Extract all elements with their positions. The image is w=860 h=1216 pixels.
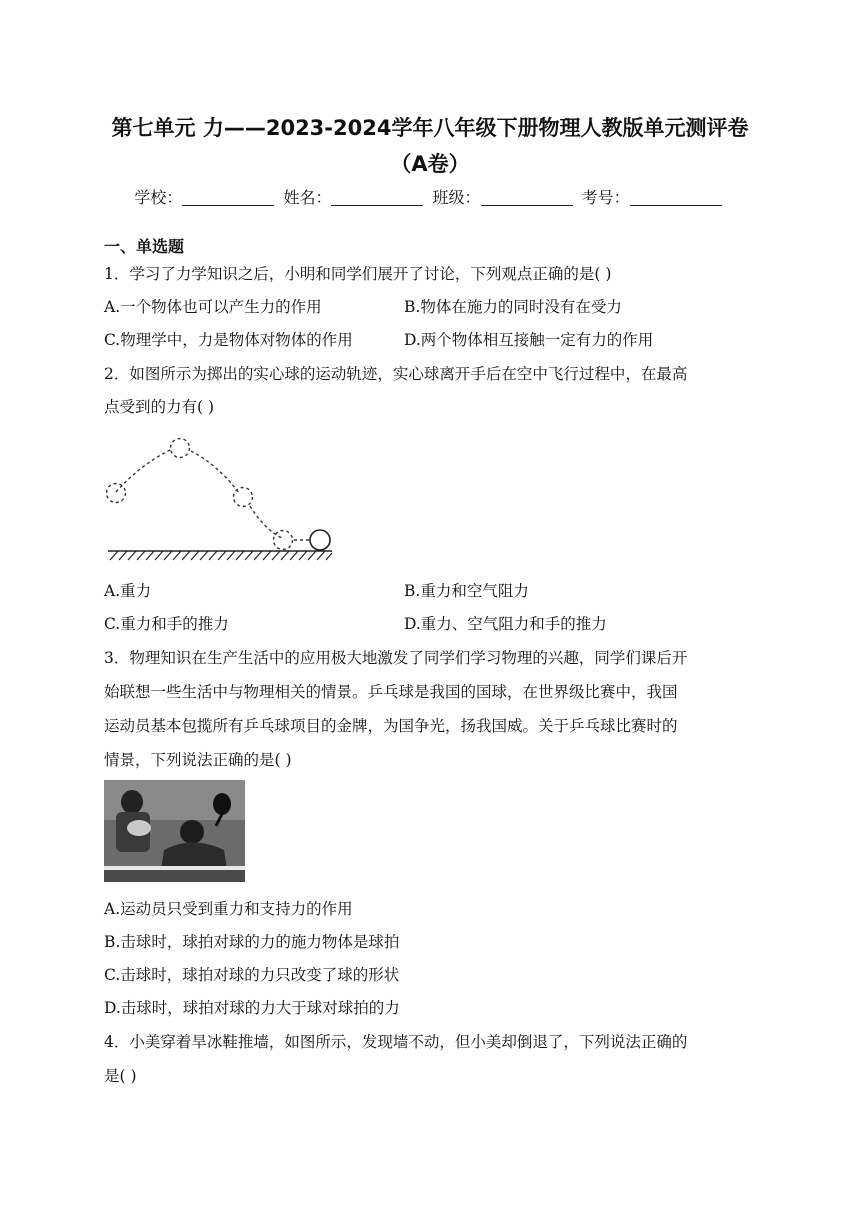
ball-landed	[310, 530, 330, 550]
page-title: 第七单元 力——2023-2024学年八年级下册物理人教版单元测评卷	[111, 116, 749, 140]
section-title: 一、单选题	[104, 237, 185, 256]
name-label: 姓名：	[283, 188, 332, 207]
school-blank	[182, 189, 274, 206]
ball-position-4	[274, 531, 293, 550]
trajectory-path	[116, 450, 170, 492]
class-label: 班级：	[432, 188, 481, 207]
ball-trajectory-figure	[100, 430, 340, 565]
q2-option-c: C.重力和手的推力	[104, 615, 229, 633]
ball-position-1	[107, 484, 126, 503]
q2-option-d: D.重力、空气阻力和手的推力	[404, 615, 607, 633]
page-subtitle: （A卷）	[390, 152, 470, 176]
q4-stem-line1: 4．小美穿着旱冰鞋推墙，如图所示，发现墙不动，但小美却倒退了，下列说法正确的	[104, 1033, 688, 1051]
number-label: 考号：	[581, 188, 630, 207]
q1-option-d: D.两个物体相互接触一定有力的作用	[404, 331, 654, 349]
q3-option-c: C.击球时，球拍对球的力只改变了球的形状	[104, 966, 400, 984]
ground-hatching	[110, 551, 332, 560]
q1-stem: 1．学习了力学知识之后，小明和同学们展开了讨论，下列观点正确的是( )	[104, 265, 612, 283]
table-tennis-photo	[104, 780, 245, 882]
q3-option-b: B.击球时，球拍对球的力的施力物体是球拍	[104, 933, 400, 951]
school-label: 学校：	[134, 188, 183, 207]
ball-position-2	[171, 439, 190, 458]
q1-option-a: A.一个物体也可以产生力的作用	[104, 298, 322, 316]
class-blank	[481, 189, 573, 206]
number-blank	[630, 189, 722, 206]
student-info-row	[0, 185, 860, 208]
q3-stem-line4: 情景，下列说法正确的是( )	[104, 751, 292, 769]
q3-stem-line1: 3．物理知识在生产生活中的应用极大地激发了同学们学习物理的兴趣，同学们课后开	[104, 649, 688, 667]
q1-option-b: B.物体在施力的同时没有在受力	[404, 298, 622, 316]
q4-stem-line2: 是( )	[104, 1067, 137, 1085]
q2-option-a: A.重力	[104, 582, 152, 600]
q3-stem-line3: 运动员基本包揽所有乒乓球项目的金牌，为国争光，扬我国威。关于乒乓球比赛时的	[104, 717, 678, 735]
ball-position-3	[234, 488, 253, 507]
q3-stem-line2: 始联想一些生活中与物理相关的情景。乒乓球是我国的国球，在世界级比赛中，我国	[104, 683, 678, 701]
q3-option-d: D.击球时，球拍对球的力大于球对球拍的力	[104, 999, 400, 1017]
q2-stem-line2: 点受到的力有( )	[104, 398, 215, 416]
name-blank	[331, 189, 423, 206]
q2-stem-line1: 2．如图所示为掷出的实心球的运动轨迹，实心球离开手后在空中飞行过程中，在最高	[104, 365, 688, 383]
q1-option-c: C.物理学中，力是物体对物体的作用	[104, 331, 353, 349]
q2-option-b: B.重力和空气阻力	[404, 582, 529, 600]
q3-option-a: A.运动员只受到重力和支持力的作用	[104, 900, 353, 918]
